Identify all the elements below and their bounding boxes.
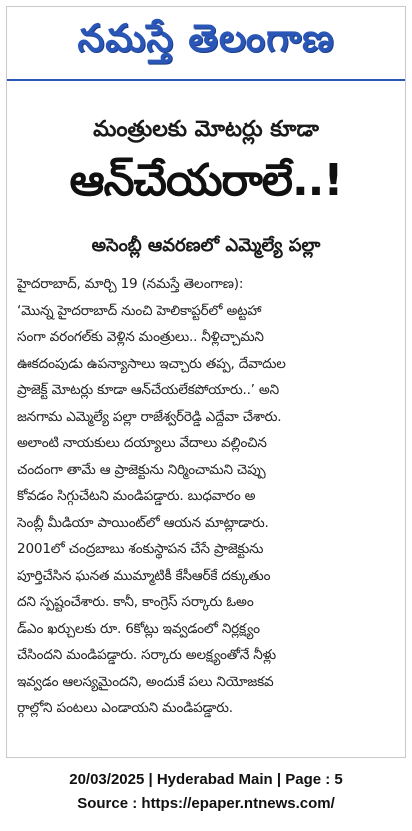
body-line: చందంగా తామే ఆ ప్రాజెక్టును నిర్మించామని చెప్పు (17, 461, 266, 478)
body-line: డ్‌ఎం ఖర్చులకు రూ. 6కోట్లు ఇవ్వడంలో నిర్లక్ష్యం (17, 620, 260, 637)
article-body (17, 271, 397, 722)
body-line: కోవడం సిగ్గుచేటని మండిపడ్డారు. బుధవారం అ (17, 488, 256, 504)
body-line: చేసిందని మండిపడ్డారు. సర్కారు అలక్ష్యంతోనే నీళ్లు (17, 647, 276, 663)
body-line: దని స్పష్టంచేశారు. కానీ, కాంగ్రెస్ సర్కారు ఓఅం (17, 594, 254, 610)
body-line: 2001లో చంద్రబాబు శంకుస్థాపన చేసే ప్రాజెక్టును (17, 541, 264, 557)
masthead (7, 7, 405, 81)
masthead-title: నమస్తే తెలంగాణ (77, 16, 335, 60)
article-headline: ఆన్‌చేయరాలే..! (69, 155, 343, 206)
article-subheadline: అసెంబ్లీ ఆవరణలో ఎమ్మెల్యే పల్లా (91, 235, 321, 256)
body-line: హైదరాబాద్, మార్చి 19 (నమస్తే తెలంగాణ): (17, 276, 244, 292)
body-line: సంగా వరంగల్‌కు వెళ్లిన మంత్రులు.. నీళ్లిచ్చామని (17, 329, 264, 345)
body-line: ర్గాల్లోని పంటలు ఎండాయని మండిపడ్డారు. (17, 700, 233, 716)
body-line: సెంబ్లీ మీడియా పాయింట్‌లో ఆయన మాట్లాడారు. (17, 514, 269, 531)
edition-info: 20/03/2025 | Hyderabad Main | Page : 5 (69, 771, 343, 788)
source-link[interactable]: Source : https://epaper.ntnews.com/ (77, 795, 335, 812)
clipping-footer (0, 768, 412, 816)
body-line: ఊకదంపుడు ఉపన్యాసాలు ఇచ్చారు తప్ప, దేవాదుల (17, 355, 286, 372)
body-line: ఇవ్వడం ఆలస్యమైందని, అందుకే పలు నియోజకవ (17, 673, 274, 690)
body-line: ‘మొన్న హైదరాబాద్ నుంచి హెలికాప్టర్‌లో అట్టహా (17, 302, 262, 319)
news-clipping (6, 6, 406, 758)
body-line: అలాంటి నాయకులు దయ్యాలు వేదాలు వల్లించిన (17, 435, 267, 451)
body-line: జనగామ ఎమ్మెల్యే పల్లా రాజేశ్వర్‌రెడ్డి ఎద్దేవా చేశారు. (17, 408, 282, 425)
article-kicker: మంత్రులకు మోటర్లు కూడా (93, 117, 319, 142)
body-line: ప్రాజెక్ట్ మోటర్లు కూడా ఆన్‌చేయలేకపోయారు..’ అని (17, 382, 279, 398)
body-line: పూర్తిచేసిన ఘనత ముమ్మాటికీ కేసీఆర్‌కే దక్కుతుం (17, 567, 271, 584)
